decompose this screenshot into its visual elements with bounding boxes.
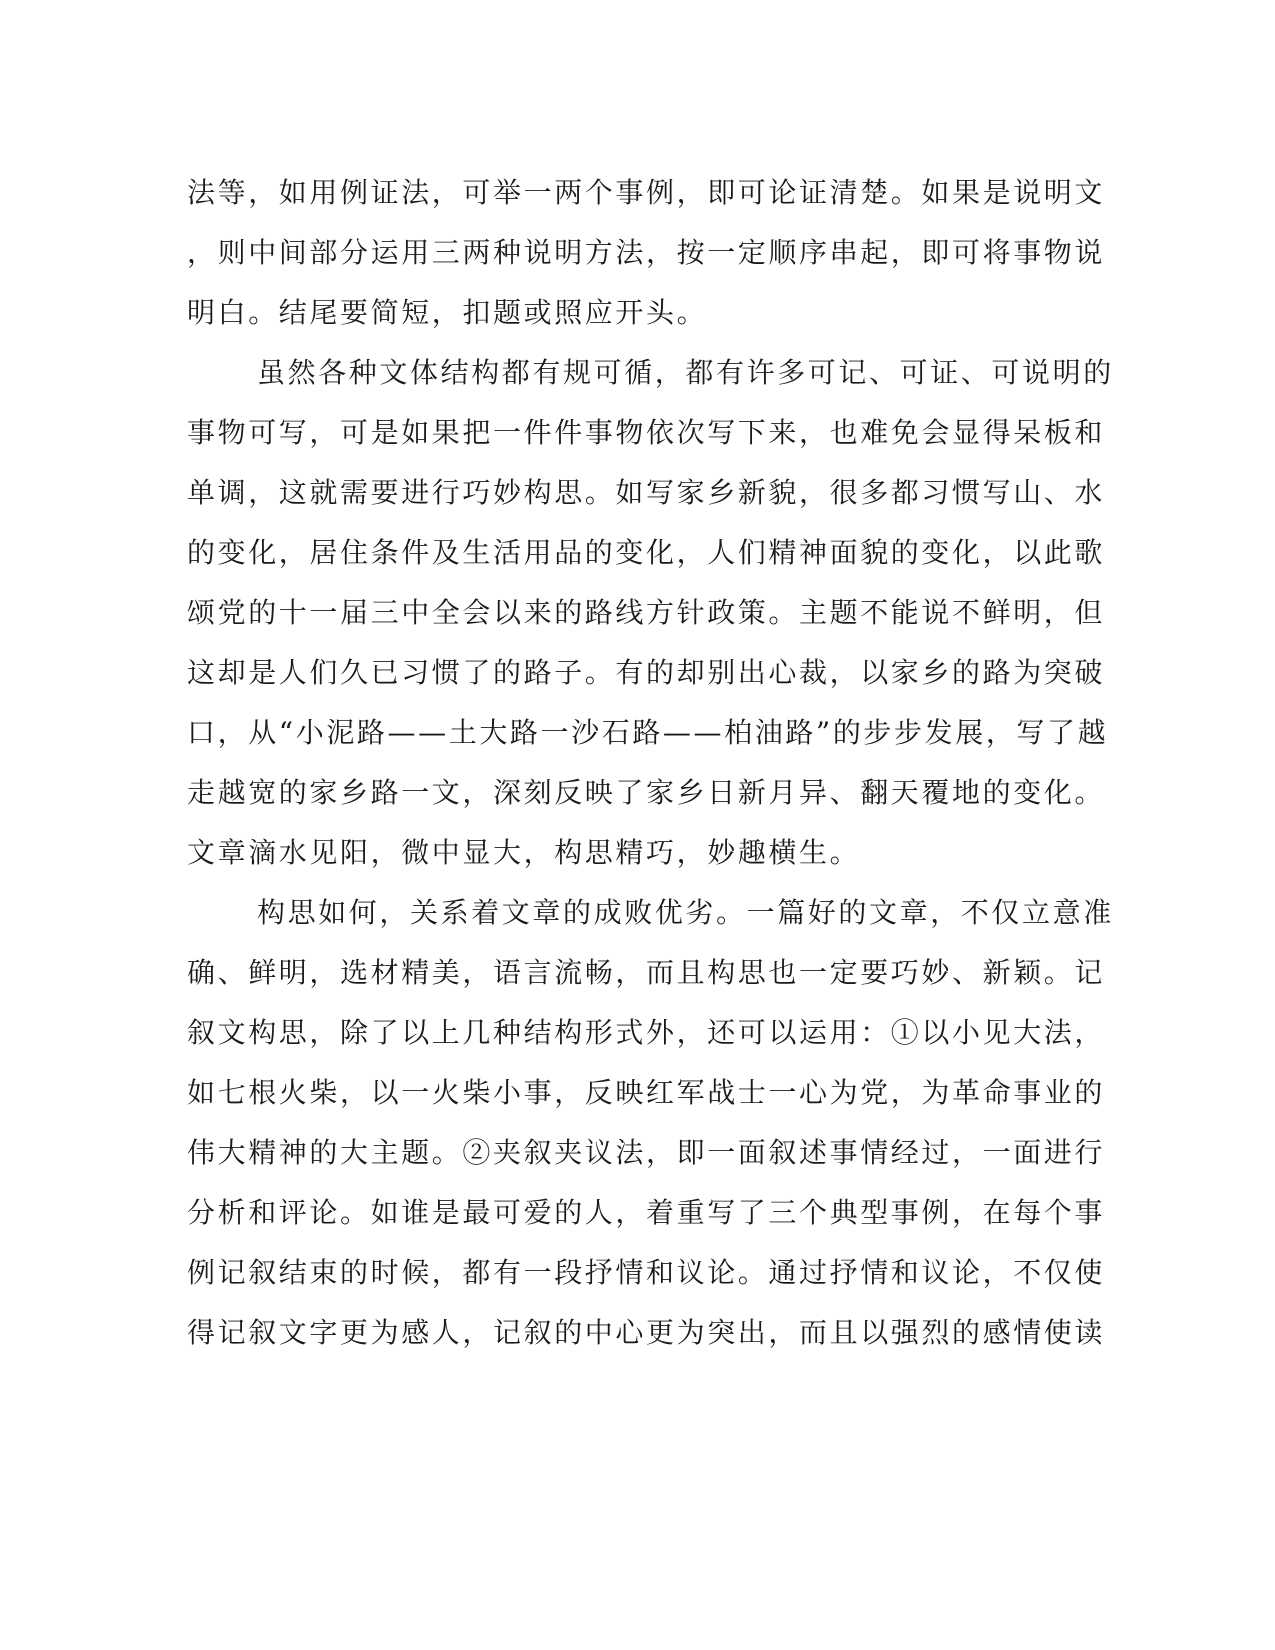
text-line: 虽然各种文体结构都有规可循，都有许多可记、可证、可说明的: [257, 356, 1114, 389]
text-line: 确、鲜明，选材精美，语言流畅，而且构思也一定要巧妙、新颖。记: [187, 956, 1106, 989]
text-line: 明白。结尾要简短，扣题或照应开头。: [187, 296, 708, 329]
text-line: 的变化，居住条件及生活用品的变化，人们精神面貌的变化，以此歌: [187, 536, 1106, 569]
text-line: 构思如何，关系着文章的成败优劣。一篇好的文章，不仅立意准: [257, 896, 1114, 929]
text-line: 颂党的十一届三中全会以来的路线方针政策。主题不能说不鲜明，但: [187, 596, 1106, 629]
text-line: 口，从“小泥路——土大路一沙石路——柏油路”的步步发展，写了越: [187, 716, 1109, 749]
paragraph-3: [187, 883, 1114, 1363]
text-line: 这却是人们久已习惯了的路子。有的却别出心裁，以家乡的路为突破: [187, 656, 1106, 689]
text-line: 叙文构思，除了以上几种结构形式外，还可以运用：①以小见大法，: [187, 1016, 1106, 1049]
text-line: 走越宽的家乡路一文，深刻反映了家乡日新月异、翻天覆地的变化。: [187, 776, 1106, 809]
text-line: 文章滴水见阳，微中显大，构思精巧，妙趣横生。: [187, 836, 861, 869]
text-line: 如七根火柴，以一火柴小事，反映红军战士一心为党，为革命事业的: [187, 1076, 1106, 1109]
text-line: ，则中间部分运用三两种说明方法，按一定顺序串起，即可将事物说: [187, 236, 1106, 269]
text-line: 事物可写，可是如果把一件件事物依次写下来，也难免会显得呆板和: [187, 416, 1106, 449]
text-line: 分析和评论。如谁是最可爱的人，着重写了三个典型事例，在每个事: [187, 1196, 1106, 1229]
text-line: 得记叙文字更为感人，记叙的中心更为突出，而且以强烈的感情使读: [187, 1316, 1106, 1349]
paragraph-2: [187, 343, 1114, 883]
text-line: 单调，这就需要进行巧妙构思。如写家乡新貌，很多都习惯写山、水: [187, 476, 1106, 509]
text-line: 例记叙结束的时候，都有一段抒情和议论。通过抒情和议论，不仅使: [187, 1256, 1106, 1289]
paragraph-1: [187, 163, 1106, 343]
text-line: 伟大精神的大主题。②夹叙夹议法，即一面叙述事情经过，一面进行: [187, 1136, 1106, 1169]
text-line: 法等，如用例证法，可举一两个事例，即可论证清楚。如果是说明文: [187, 176, 1106, 209]
body-text: [187, 163, 1114, 1363]
